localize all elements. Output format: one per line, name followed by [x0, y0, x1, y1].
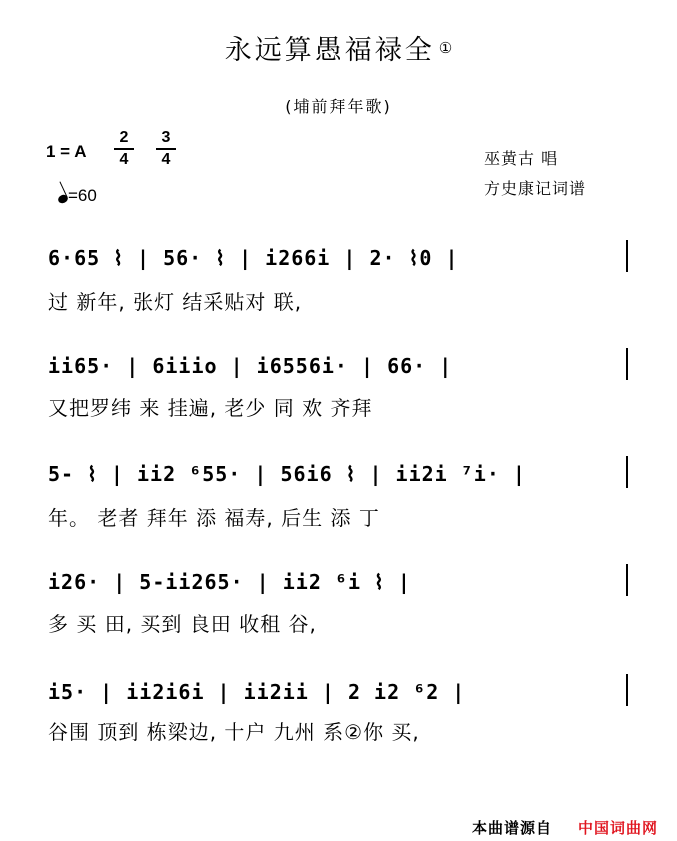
- site-link[interactable]: 中国词曲网: [578, 819, 659, 837]
- lyric-line-5: 谷围 顶到 栋梁边, 十户 九州 系②你 买,: [48, 720, 420, 744]
- source-label: 本曲谱源自: [472, 819, 553, 837]
- lyric-line-1: 过 新年, 张灯 结采贴对 联,: [48, 290, 303, 314]
- end-barline-2: [626, 348, 628, 380]
- score-line-1: 6·65 ⌇ | 56· ⌇ | i266i | 2· ⌇0 |: [48, 246, 459, 270]
- time-signature-1: [114, 129, 134, 169]
- title-text: 永远算愚福禄全: [224, 35, 435, 66]
- end-barline-5: [626, 674, 628, 706]
- tempo-value: =60: [68, 186, 97, 205]
- end-barline-4: [626, 564, 628, 596]
- key-signature: 1 = A: [46, 142, 87, 161]
- lyric-line-3: 年。 老者 拜年 添 福寿, 后生 添 丁: [48, 506, 380, 530]
- score-line-4: i26· | 5-ii265· | ii2 ⁶i ⌇ |: [48, 570, 411, 594]
- title-footnote-mark: ①: [438, 39, 453, 57]
- end-barline-1: [626, 240, 628, 272]
- time-sig-1-denominator: 4: [119, 151, 129, 168]
- credit-singer: 巫黄古 唱: [484, 149, 559, 168]
- end-barline-3: [626, 456, 628, 488]
- time-signature-2: [156, 129, 176, 169]
- score-line-3: 5- ⌇ | ii2 ⁶55· | 56i6 ⌇ | ii2i ⁷i· |: [48, 462, 526, 486]
- credit-notation: 方史康记词谱: [484, 179, 587, 198]
- time-sig-1-line: [114, 148, 134, 150]
- score-line-2: ii65· | 6iiio | i6556i· | 66· |: [48, 354, 453, 378]
- song-subtitle: (埔前拜年歌): [285, 97, 392, 116]
- tempo-marking: [58, 186, 97, 206]
- time-sig-1-numerator: 2: [119, 129, 129, 146]
- song-title: [0, 28, 677, 67]
- time-sig-2-line: [156, 148, 176, 150]
- score-line-5: i5· | ii2i6i | ii2ii | 2 i2 ⁶2 |: [48, 680, 466, 704]
- time-sig-2-denominator: 4: [161, 151, 171, 168]
- lyric-line-2: 又把罗纬 来 挂遍, 老少 同 欢 齐拜: [48, 396, 373, 420]
- time-sig-2-numerator: 3: [161, 129, 171, 146]
- lyric-line-4: 多 买 田, 买到 良田 收租 谷,: [48, 612, 317, 636]
